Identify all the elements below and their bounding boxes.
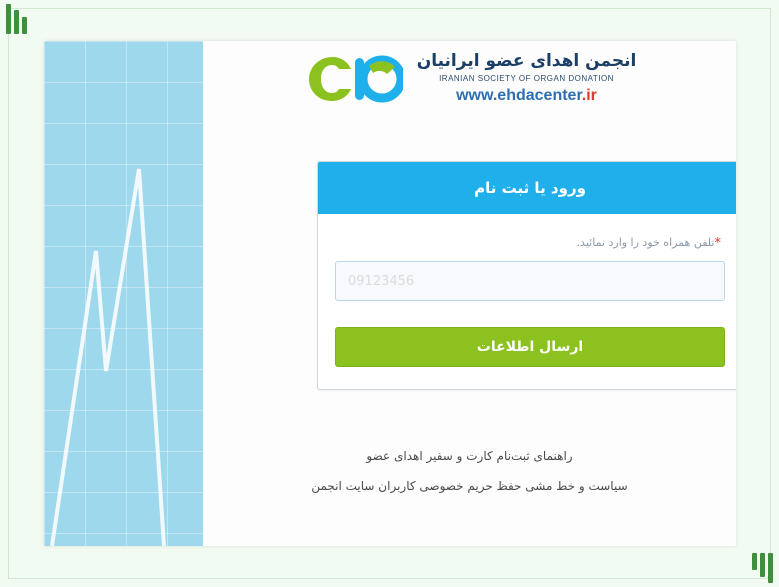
login-card-header: ورود یا ثبت نام <box>318 162 736 214</box>
decorative-side-panel <box>44 41 203 546</box>
corner-ornament-bottom-right-icon <box>752 553 773 583</box>
content-card <box>44 41 736 546</box>
brand-website <box>417 87 637 105</box>
link-privacy-policy[interactable]: سیاست و خط مشی حفظ حریم خصوصی کاربران سایت انجمن <box>311 479 628 493</box>
brand-logo-row <box>203 49 736 107</box>
login-card-body <box>318 214 736 389</box>
brand-title-fa: انجمن اهدای عضو ایرانیان <box>416 51 637 71</box>
phone-field-label-text: تلفن همراه خود را وارد نمائید. <box>576 236 715 249</box>
decorative-chart-line-icon <box>44 41 203 546</box>
footer-links <box>203 449 736 509</box>
login-card <box>317 161 736 390</box>
brand-title-en: IRANIAN SOCIETY OF ORGAN DONATION <box>439 74 614 83</box>
content-main-area <box>203 41 736 546</box>
required-asterisk-icon: * <box>714 236 721 251</box>
link-registration-guide[interactable]: راهنمای ثبت‌نام کارت و سفیر اهدای عضو <box>366 449 573 463</box>
phone-field-label <box>335 236 725 251</box>
phone-input[interactable] <box>335 261 725 301</box>
brand-website-tld: .ir <box>581 87 597 104</box>
ehda-logo-icon <box>303 49 403 107</box>
corner-ornament-top-left-icon <box>6 4 27 34</box>
submit-button[interactable]: ارسال اطلاعات <box>335 327 725 367</box>
brand-text-block <box>417 51 637 105</box>
brand-website-main: www.ehdacenter <box>456 87 582 104</box>
